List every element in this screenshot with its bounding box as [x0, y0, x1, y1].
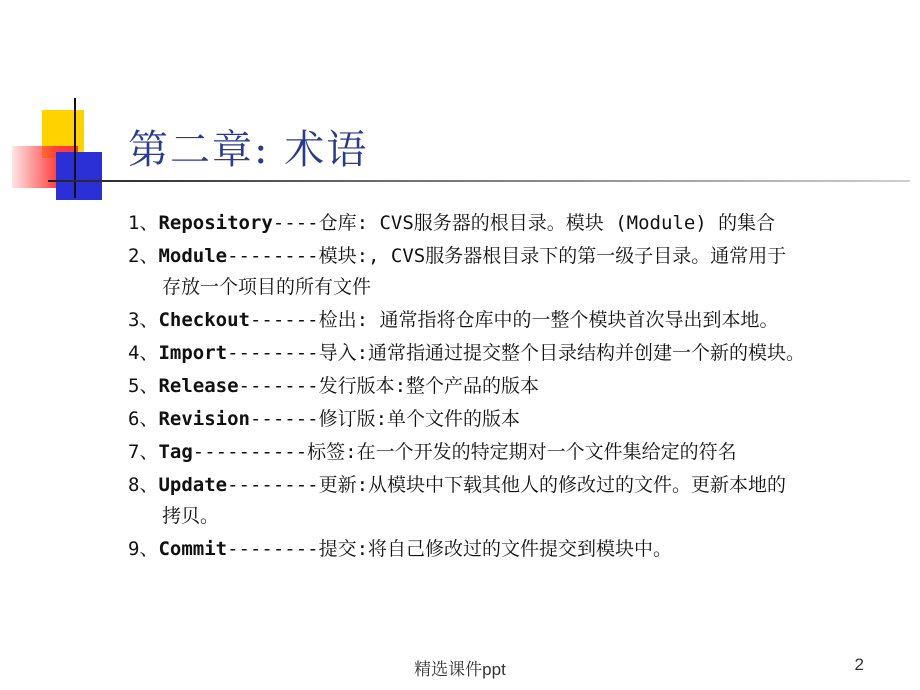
list-item: [128, 338, 908, 369]
term-list: [128, 208, 908, 567]
item-continuation: 存放一个项目的所有文件: [162, 276, 372, 298]
item-term: Module: [158, 245, 228, 267]
list-item: [128, 208, 908, 239]
list-item: [128, 371, 908, 402]
item-definition: ------修订版:单个文件的版本: [249, 408, 521, 430]
decor-vertical-line: [74, 98, 76, 198]
item-definition: -------发行版本:整个产品的版本: [238, 375, 540, 397]
item-term: Repository: [158, 212, 273, 234]
item-number: 7、: [128, 441, 159, 463]
list-item: [128, 470, 908, 532]
item-term: Tag: [158, 441, 193, 463]
item-definition: --------导入:通常指通过提交整个目录结构并创建一个新的模块。: [227, 342, 806, 364]
item-number: 2、: [128, 245, 159, 267]
item-continuation: 拷贝。: [162, 505, 220, 527]
item-number: 4、: [128, 342, 159, 364]
item-term: Revision: [158, 408, 250, 430]
item-definition: ----仓库: CVS服务器的根目录。模块 (Module) 的集合: [272, 212, 776, 234]
item-number: 1、: [128, 212, 159, 234]
list-item: [128, 305, 908, 336]
title-underline: [48, 180, 910, 182]
list-item: [128, 534, 908, 565]
item-number: 8、: [128, 474, 159, 496]
slide-title: 第二章: 术语: [128, 127, 369, 173]
list-item: [128, 437, 908, 468]
item-term: Release: [158, 375, 239, 397]
item-definition: --------提交:将自己修改过的文件提交到模块中。: [227, 538, 673, 560]
item-number: 5、: [128, 375, 159, 397]
item-definition: ----------标签:在一个开发的特定期对一个文件集给定的符名: [192, 441, 737, 463]
item-definition: --------模块:, CVS服务器根目录下的第一级子目录。通常用于: [227, 245, 787, 267]
item-term: Commit: [158, 538, 228, 560]
item-term: Update: [158, 474, 228, 496]
decor-blue-square: [56, 152, 102, 200]
item-term: Checkout: [158, 309, 250, 331]
item-number: 3、: [128, 309, 159, 331]
footer-label: 精选课件ppt: [414, 660, 506, 679]
page-number: 2: [854, 655, 864, 674]
item-term: Import: [158, 342, 228, 364]
item-number: 6、: [128, 408, 159, 430]
list-item: [128, 404, 908, 435]
item-definition: ------检出: 通常指将仓库中的一整个模块首次导出到本地。: [249, 309, 779, 331]
item-number: 9、: [128, 538, 159, 560]
list-item: [128, 241, 908, 303]
item-definition: --------更新:从模块中下载其他人的修改过的文件。更新本地的: [227, 474, 787, 496]
